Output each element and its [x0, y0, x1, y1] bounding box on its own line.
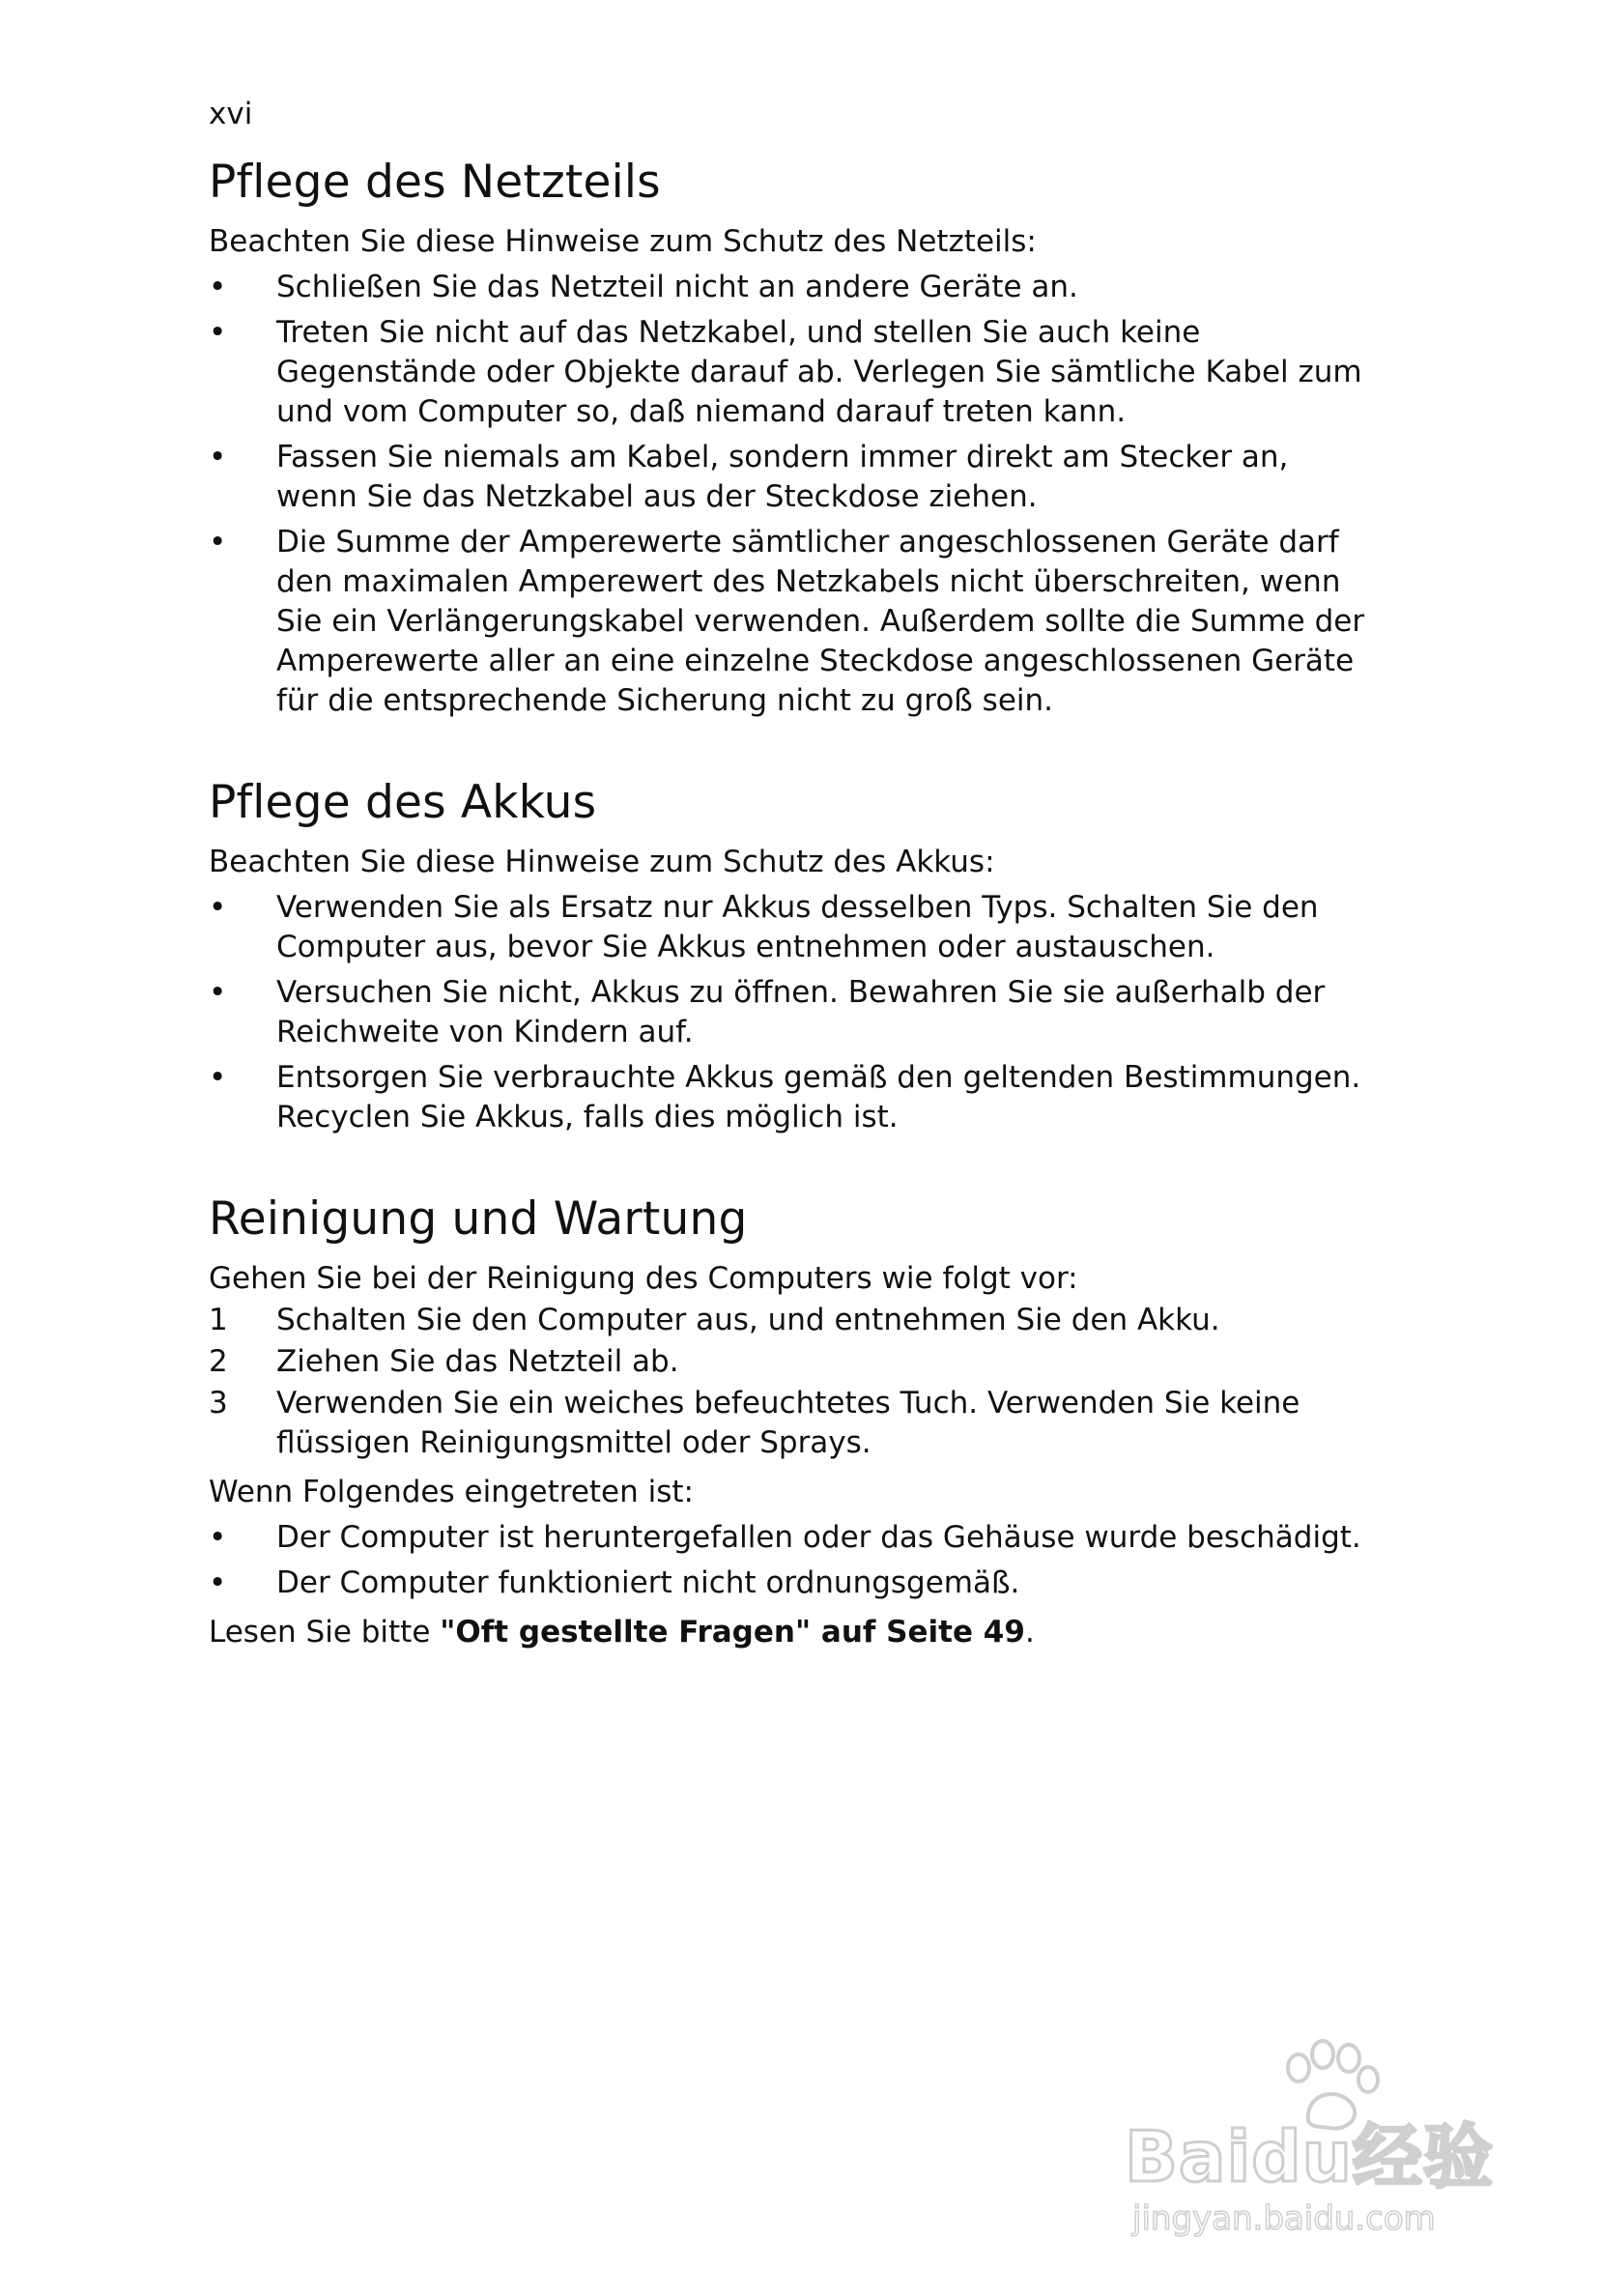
step-text: Schalten Sie den Computer aus, und entnehmen Sie den Akku.	[276, 1303, 1220, 1337]
list-item	[209, 1518, 1368, 1558]
bullet-marker: •	[209, 890, 227, 925]
list-item-text: Verwenden Sie als Ersatz nur Akkus desselben Typs. Schalten Sie den Computer aus, bevor Sie Akkus entnehmen oder austauschen.	[276, 890, 1319, 964]
list-item-text: Der Computer funktioniert nicht ordnungsgemäß.	[276, 1565, 1020, 1600]
list-item-text: Schließen Sie das Netzteil nicht an andere Geräte an.	[276, 270, 1078, 304]
closing-suffix: .	[1024, 1615, 1035, 1650]
numbered-steps	[209, 1301, 1368, 1463]
heading-akku: Pflege des Akkus	[209, 776, 597, 829]
list-item-text: Der Computer ist heruntergefallen oder das Gehäuse wurde beschädigt.	[276, 1520, 1361, 1555]
list-item	[209, 888, 1368, 967]
list-item-text: Fassen Sie niemals am Kabel, sondern immer direkt am Stecker an, wenn Sie das Netzkabel aus der Steckdose ziehen.	[276, 440, 1289, 514]
baidu-watermark	[1125, 2039, 1511, 2242]
step-text: Ziehen Sie das Netzteil ab.	[276, 1344, 679, 1379]
list-item-text: Entsorgen Sie verbrauchte Akkus gemäß den geltenden Bestimmungen. Recyclen Sie Akkus, falls dies möglich ist.	[276, 1060, 1361, 1134]
bullet-marker: •	[209, 525, 227, 560]
bullet-marker: •	[209, 440, 227, 474]
page-number: xvi	[209, 97, 253, 131]
bullet-marker: •	[209, 1520, 227, 1555]
list-item	[209, 523, 1368, 721]
watermark-url: jingyan.baidu.com	[1132, 2199, 1436, 2238]
faq-cross-reference-link[interactable]: "Oft gestellte Fragen" auf Seite 49	[440, 1615, 1025, 1650]
bullet-marker: •	[209, 975, 227, 1010]
watermark-brand: Baidu经验	[1125, 2116, 1494, 2197]
list-item-text: Die Summe der Amperewerte sämtlicher angeschlossenen Geräte darf den maximalen Amperewert des Netzkabels nicht überschreiten, wenn Sie ein Verlängerungskabel verwenden. Außerdem sollte die Summe der Amperewerte aller an eine einzelne Steckdose angeschlossenen Geräte für die entsprechende Sicherung nicht zu groß sein.	[276, 525, 1365, 718]
bullet-marker: •	[209, 1060, 227, 1095]
bullet-list-akku	[209, 888, 1368, 1137]
section-reinigung	[209, 1191, 1368, 1652]
list-item	[209, 1564, 1368, 1603]
list-item	[209, 313, 1368, 432]
heading-reinigung: Reinigung und Wartung	[209, 1192, 748, 1246]
step-item	[209, 1301, 1368, 1340]
step-number: 2	[209, 1344, 228, 1379]
intro-reinigung: Gehen Sie bei der Reinigung des Computers wie folgt vor:	[209, 1261, 1078, 1296]
step-item	[209, 1342, 1368, 1382]
intro-netzteil: Beachten Sie diese Hinweise zum Schutz des Netzteils:	[209, 224, 1037, 259]
step-item	[209, 1384, 1368, 1463]
bullet-list-netzteil	[209, 268, 1368, 721]
bullet-marker: •	[209, 1565, 227, 1600]
section-akku	[209, 775, 1368, 1137]
step-text: Verwenden Sie ein weiches befeuchtetes Tuch. Verwenden Sie keine flüssigen Reinigungsmittel oder Sprays.	[276, 1386, 1300, 1460]
bullet-marker: •	[209, 315, 227, 350]
condition-intro: Wenn Folgendes eingetreten ist:	[209, 1475, 694, 1509]
list-item-text: Versuchen Sie nicht, Akkus zu öffnen. Bewahren Sie sie außerhalb der Reichweite von Kindern auf.	[276, 975, 1326, 1049]
list-item	[209, 268, 1368, 307]
intro-akku: Beachten Sie diese Hinweise zum Schutz des Akkus:	[209, 845, 995, 879]
heading-netzteil: Pflege des Netzteils	[209, 156, 661, 209]
closing-paragraph	[209, 1613, 1368, 1652]
list-item	[209, 438, 1368, 517]
step-number: 3	[209, 1386, 228, 1421]
list-item-text: Treten Sie nicht auf das Netzkabel, und stellen Sie auch keine Gegenstände oder Objekte darauf ab. Verlegen Sie sämtliche Kabel zum und vom Computer so, daß niemand darauf treten kann.	[276, 315, 1362, 429]
section-netzteil	[209, 155, 1368, 721]
step-number: 1	[209, 1303, 228, 1337]
page-content	[209, 155, 1368, 1707]
bullet-marker: •	[209, 270, 227, 304]
closing-prefix: Lesen Sie bitte	[209, 1615, 441, 1650]
list-item	[209, 973, 1368, 1052]
list-item	[209, 1058, 1368, 1137]
bullet-list-conditions	[209, 1518, 1368, 1603]
